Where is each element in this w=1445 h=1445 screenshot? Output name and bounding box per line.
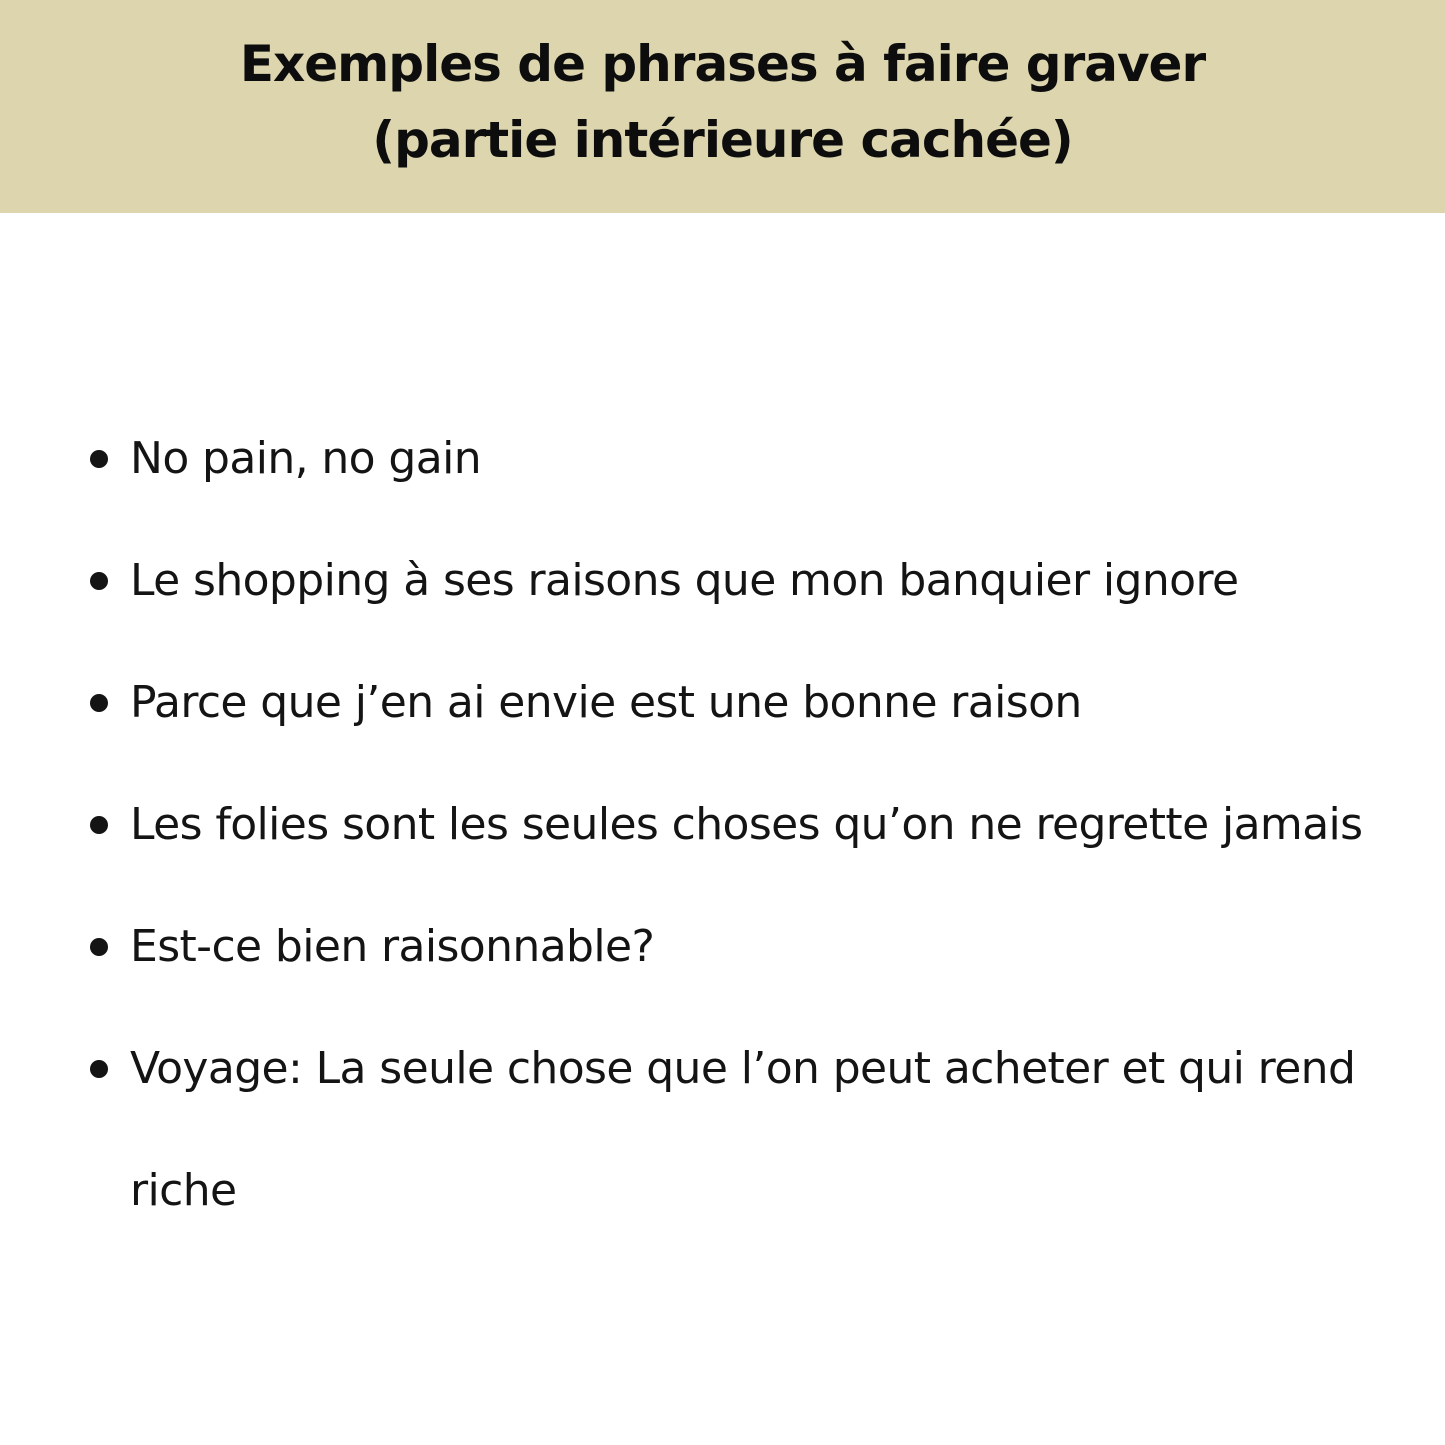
bullet-icon: [90, 816, 108, 834]
bullet-icon: [90, 1060, 108, 1078]
list-item: [130, 1008, 1425, 1252]
title-line-1: Exemples de phrases à faire graver: [239, 35, 1206, 93]
header-banner: [0, 0, 1445, 213]
phrase-text: No pain, no gain: [130, 433, 481, 484]
phrase-list: [130, 398, 1425, 1252]
bullet-icon: [90, 572, 108, 590]
list-item: [130, 398, 1425, 520]
phrase-text: Voyage: La seule chose que l’on peut acheter et qui rend riche: [130, 1043, 1356, 1216]
list-item: [130, 520, 1425, 642]
phrase-text: Le shopping à ses raisons que mon banquier ignore: [130, 555, 1239, 606]
phrase-text: Parce que j’en ai envie est une bonne raison: [130, 677, 1082, 728]
bullet-icon: [90, 694, 108, 712]
phrase-text: Les folies sont les seules choses qu’on ne regrette jamais: [130, 799, 1363, 850]
bullet-icon: [90, 938, 108, 956]
phrase-text: Est-ce bien raisonnable?: [130, 921, 655, 972]
list-item: [130, 886, 1425, 1008]
list-item: [130, 764, 1425, 886]
bullet-icon: [90, 450, 108, 468]
page-title: [0, 26, 1445, 178]
list-item: [130, 642, 1425, 764]
title-line-2: (partie intérieure cachée): [372, 111, 1073, 169]
